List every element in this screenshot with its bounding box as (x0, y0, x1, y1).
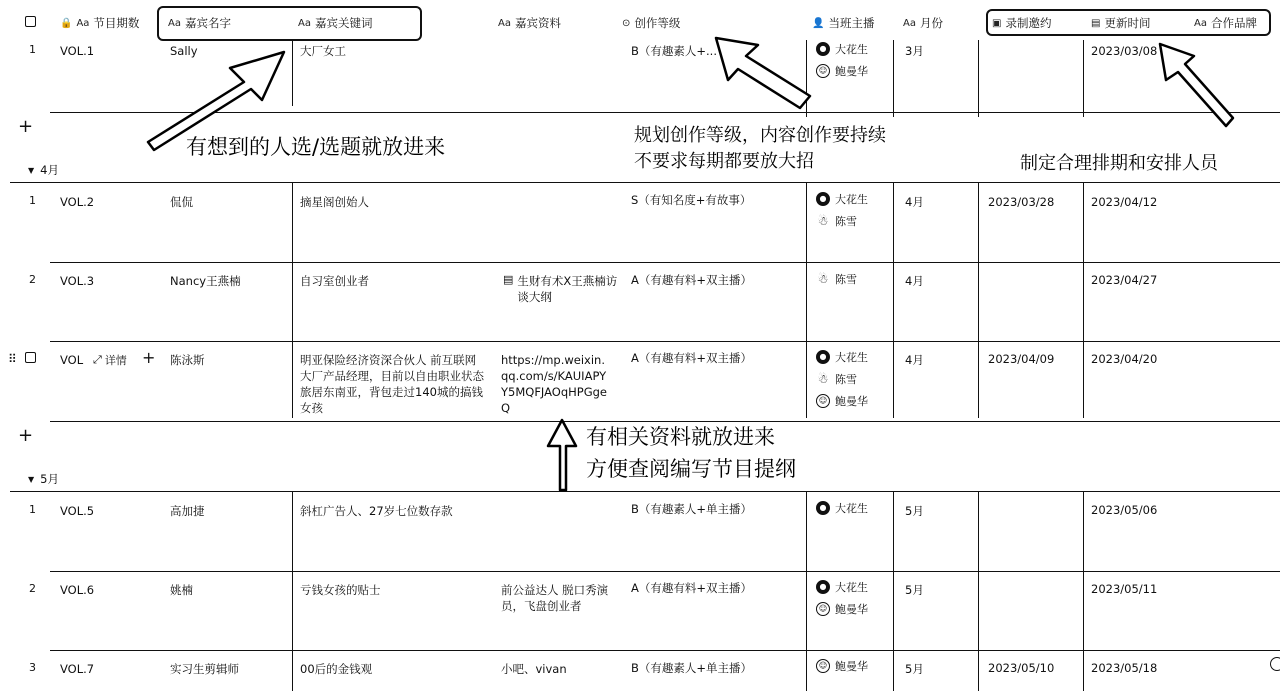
cell-episode[interactable]: VOL.6 (60, 583, 95, 597)
annotation-material-line1: 有相关资料就放进来 (586, 425, 775, 449)
cell-guest-keyword[interactable]: 00后的金钱观 (300, 662, 373, 676)
calendar-icon: ▤ (1091, 17, 1101, 29)
row-index: 1 (29, 503, 36, 516)
calendar-icon: ▣ (992, 17, 1002, 29)
caret-down-icon: ▼ (28, 474, 35, 484)
col-host-label: 当班主播 (828, 16, 875, 30)
host-name: 大花生 (835, 193, 868, 206)
cell-guest-name[interactable]: 侃侃 (170, 195, 193, 209)
col-record-label: 录制邀约 (1005, 16, 1052, 30)
col-guest-material-label: 嘉宾资料 (514, 16, 561, 30)
cell-update[interactable]: 2023/03/08 (1091, 44, 1158, 58)
cell-guest-keyword[interactable]: 大厂女工 (300, 44, 346, 58)
cell-episode[interactable]: VOL.2 (60, 195, 95, 209)
cell-guest-material[interactable]: 小吧、vivan (501, 662, 567, 676)
select-icon: ⊙ (622, 17, 631, 29)
avatar: ● (816, 192, 830, 206)
annotation-material-line2: 方便查阅编写节目提纲 (586, 457, 796, 481)
host-name: 鲍曼华 (835, 603, 868, 616)
annotation-schedule: 制定合理排期和安排人员 (1020, 153, 1218, 174)
avatar: ☃ (817, 214, 829, 228)
annotation-level-line1: 规划创作等级，内容创作要持续 (634, 125, 886, 146)
text-prop-icon: Aa (298, 17, 311, 29)
cell-guest-keyword[interactable]: 摘星阁创始人 (300, 195, 369, 209)
cell-update[interactable]: 2023/04/27 (1091, 273, 1158, 287)
host-name: 大花生 (835, 581, 868, 594)
host-name: 大花生 (835, 43, 868, 56)
cell-record[interactable]: 2023/04/09 (988, 352, 1055, 366)
host-name: 陈雪 (835, 215, 857, 228)
cell-guest-name[interactable]: 陈泳斯 (170, 353, 205, 367)
group-label: 4月 (40, 163, 59, 177)
cell-episode[interactable]: VOL.3 (60, 274, 95, 288)
cell-guest-keyword[interactable]: 明亚保险经济资深合伙人 前互联网大厂产品经理，目前以自由职业状态旅居东南亚，背包走过140城的搞钱女孩 (300, 353, 484, 415)
person-icon: 👤 (812, 17, 825, 29)
col-update-label: 更新时间 (1104, 16, 1151, 30)
cell-level[interactable]: B（有趣素人+单主播） (631, 661, 753, 675)
avatar: ☺ (816, 64, 830, 78)
col-episode-label: 节目期数 (93, 16, 140, 30)
cell-update[interactable]: 2023/04/20 (1091, 352, 1158, 366)
avatar: ● (816, 501, 830, 515)
annotation-candidates: 有想到的人选/选题就放进来 (186, 135, 446, 159)
col-brand-label: 合作品牌 (1210, 16, 1257, 30)
cell-record[interactable]: 2023/03/28 (988, 195, 1055, 209)
row-index: 2 (29, 582, 36, 595)
group-label: 5月 (40, 472, 59, 486)
avatar: ● (816, 350, 830, 364)
cell-month[interactable]: 5月 (905, 662, 924, 676)
col-guest-keyword-label: 嘉宾关键词 (314, 16, 373, 30)
cell-guest-material[interactable]: 前公益达人 脱口秀演员，飞盘创业者 (501, 583, 609, 613)
col-month-label: 月份 (919, 16, 943, 30)
cell-record[interactable]: 2023/05/10 (988, 661, 1055, 675)
cell-month[interactable]: 3月 (905, 44, 924, 58)
cell-update[interactable]: 2023/04/12 (1091, 195, 1158, 209)
host-name: 鲍曼华 (835, 65, 868, 78)
cell-level[interactable]: B（有趣素人+... (631, 44, 717, 58)
avatar: ● (816, 580, 830, 594)
expand-icon: ⤢ (93, 353, 102, 366)
cell-update[interactable]: 2023/05/11 (1091, 582, 1158, 596)
cell-guest-name[interactable]: Sally (170, 44, 198, 58)
col-guest-name-label: 嘉宾名字 (184, 16, 231, 30)
arrow-schedule (1160, 44, 1233, 126)
row-index: 3 (29, 661, 36, 674)
cell-guest-name[interactable]: 实习生剪辑师 (170, 662, 239, 676)
cell-guest-keyword[interactable]: 亏钱女孩的贴士 (300, 583, 381, 597)
cell-episode[interactable]: VOL (60, 353, 84, 367)
cell-level[interactable]: S（有知名度+有故事） (631, 193, 752, 207)
drag-handle-icon[interactable]: ⠿ (8, 352, 17, 366)
cell-month[interactable]: 5月 (905, 504, 924, 518)
cell-episode[interactable]: VOL.1 (60, 44, 95, 58)
cell-guest-name[interactable]: 高加捷 (170, 504, 205, 518)
cell-month[interactable]: 4月 (905, 353, 924, 367)
avatar: ☺ (816, 602, 830, 616)
host-name: 大花生 (835, 351, 868, 364)
cell-episode[interactable]: VOL.5 (60, 504, 95, 518)
text-prop-icon: Aa (903, 17, 916, 29)
host-name: 陈雪 (835, 373, 857, 386)
caret-down-icon: ▼ (28, 165, 35, 175)
cell-guest-keyword[interactable]: 斜杠广告人、27岁七位数存款 (300, 504, 453, 518)
cell-episode[interactable]: VOL.7 (60, 662, 95, 676)
cell-level[interactable]: B（有趣素人+单主播） (631, 502, 753, 516)
cell-update[interactable]: 2023/05/06 (1091, 503, 1158, 517)
text-prop-icon: Aa (1194, 17, 1207, 29)
text-prop-icon: Aa (498, 17, 511, 29)
cell-guest-keyword[interactable]: 自习室创业者 (300, 274, 369, 288)
avatar: ☃ (817, 272, 829, 286)
cell-level[interactable]: A（有趣有料+双主播） (631, 351, 753, 365)
text-prop-icon: Aa (76, 17, 90, 29)
doc-link[interactable]: 生财有术X王燕楠访谈大纲 (517, 274, 618, 304)
host-name: 鲍曼华 (835, 660, 868, 673)
text-prop-icon: Aa (168, 17, 181, 29)
cell-level[interactable]: A（有趣有料+双主播） (631, 273, 753, 287)
col-level-label: 创作等级 (634, 16, 681, 30)
doc-icon: ▤ (503, 273, 514, 286)
cell-guest-name[interactable]: 姚楠 (170, 583, 193, 597)
row-index: 1 (29, 43, 36, 56)
avatar: ☺ (816, 659, 830, 673)
cell-month[interactable]: 4月 (905, 274, 924, 288)
row-index: 2 (29, 273, 36, 286)
add-icon[interactable]: + (142, 348, 156, 367)
cell-month[interactable]: 5月 (905, 583, 924, 597)
arrow-material (548, 420, 576, 490)
arrow-level (716, 38, 810, 108)
avatar: ☺ (816, 394, 830, 408)
add-row-icon[interactable]: + (18, 116, 34, 137)
add-row-icon[interactable]: + (18, 425, 34, 446)
host-name: 陈雪 (835, 273, 857, 286)
cell-level[interactable]: A（有趣有料+双主播） (631, 581, 753, 595)
detail-label: 详情 (104, 354, 127, 367)
host-name: 鲍曼华 (835, 395, 868, 408)
row-index: 1 (29, 194, 36, 207)
cell-month[interactable]: 4月 (905, 195, 924, 209)
cell-update[interactable]: 2023/05/18 (1091, 661, 1158, 675)
lock-icon: 🔒 (60, 17, 73, 29)
cell-guest-material[interactable]: https://mp.weixin.qq.com/s/KAUIAPYY5MQFJAOqHPGgeQ (501, 353, 608, 415)
cell-guest-name[interactable]: Nancy王燕楠 (170, 274, 241, 288)
avatar: ☃ (817, 372, 829, 386)
annotation-level-line2: 不要求每期都要放大招 (634, 151, 814, 172)
host-name: 大花生 (835, 502, 868, 515)
avatar: ● (816, 42, 830, 56)
